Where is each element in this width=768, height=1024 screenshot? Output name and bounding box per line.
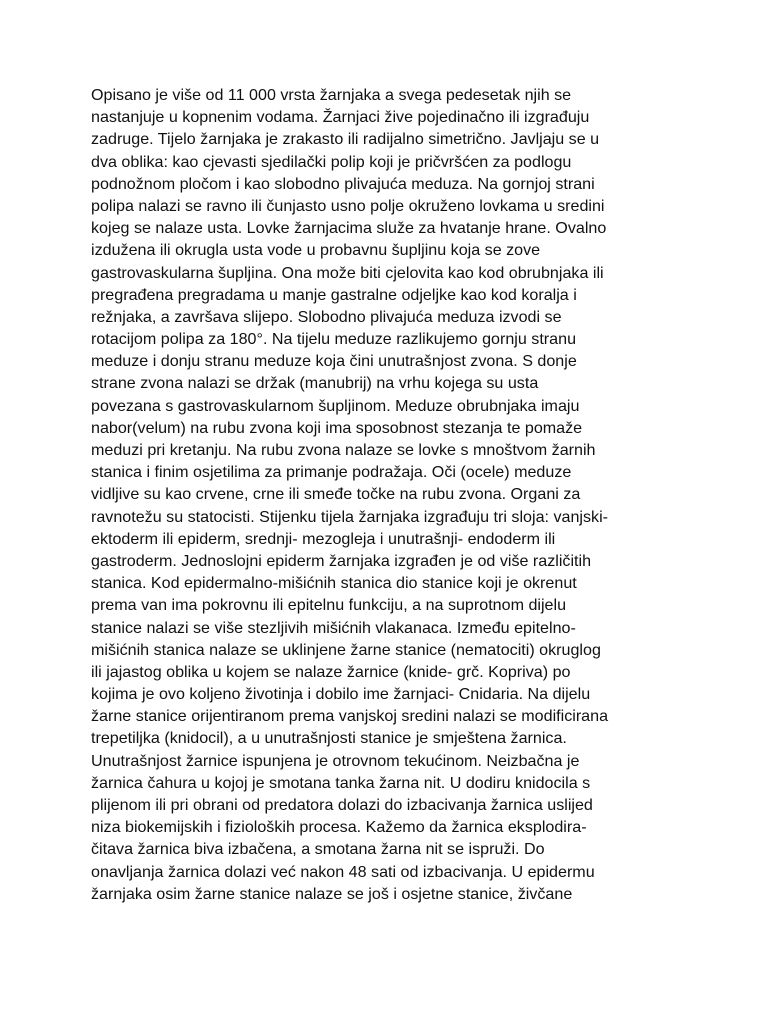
text-line: vidljive su kao crvene, crne ili smeđe točke na rubu zvona. Organi za [91, 485, 581, 504]
text-line: rotacijom polipa za 180°. Na tijelu meduze razlikujemo gornju stranu [91, 330, 577, 349]
text-line: čitava žarnica biva izbačena, a smotana žarna nit se ispruži. Do [91, 840, 545, 859]
text-line: stanice nalazi se više stezljivih mišićnih vlakanaca. Između epitelno- [91, 618, 576, 637]
text-line: podnožnom pločom i kao slobodno plivajuća meduza. Na gornjoj strani [91, 174, 595, 193]
text-line: trepetiljka (knidocil), a u unutrašnjosti stanice je smještena žarnica. [91, 729, 567, 748]
text-line: polipa nalazi se ravno ili čunjasto usno polje okruženo lovkama u sredini [91, 196, 605, 215]
text-line: Unutrašnjost žarnice ispunjena je otrovnom tekućinom. Neizbačna je [91, 751, 580, 770]
text-line: kojeg se nalaze usta. Lovke žarnjacima služe za hvatanje hrane. Ovalno [91, 219, 607, 238]
text-line: Opisano je više od 11 000 vrsta žarnjaka a svega pedesetak njih se [91, 86, 572, 104]
text-line: mišićnih stanica nalaze se uklinjene žarne stanice (nematociti) okruglog [91, 640, 601, 659]
text-line: meduzi pri kretanju. Na rubu zvona nalaze se lovke s mnoštvom žarnih [91, 441, 596, 459]
text-line: zadruge. Tijelo žarnjaka je zrakasto ili radijalno simetrično. Javljaju se u [91, 130, 600, 149]
text-line: žarnica čahura u kojoj je smotana tanka žarna nit. U dodiru knidocila s [91, 773, 591, 792]
text-line: žarnjaka osim žarne stanice nalaze se još i osjetne stanice, živčane [91, 884, 573, 903]
text-line: stanica. Kod epidermalno-mišićnih stanica dio stanice koji je okrenut [91, 574, 577, 593]
text-line: nabor(velum) na rubu zvona koji ima sposobnost stezanja te pomaže [91, 418, 583, 437]
text-line: strane zvona nalazi se držak (manubrij) na vrhu kojega su usta [91, 374, 539, 393]
text-line: izdužena ili okrugla usta vode u probavnu šupljinu koja se zove [91, 241, 541, 260]
text-line: niza biokemijskih i fizioloških procesa. Kažemo da žarnica eksplodira- [91, 818, 587, 837]
body-text [91, 84, 651, 905]
text-line: povezana s gastrovaskularnom šupljinom. Meduze obrubnjaka imaju [91, 396, 580, 415]
text-line: režnjaka, a završava slijepo. Slobodno plivajuća meduza izvodi se [91, 307, 562, 326]
text-line: nastanjuje u kopnenim vodama. Žarnjaci žive pojedinačno ili izgrađuju [91, 108, 590, 127]
text-line: pregrađena pregradama u manje gastralne odjeljke kao kod koralja i [91, 285, 577, 304]
text-line: ili jajastog oblika u kojem se nalaze žarnice (knide- grč. Kopriva) po [91, 662, 571, 681]
text-line: prema van ima pokrovnu ili epitelnu funkciju, a na suprotnom dijelu [91, 596, 567, 615]
text-line: stanica i finim osjetilima za primanje podražaja. Oči (ocele) meduze [91, 463, 572, 482]
text-line: onavljanja žarnica dolazi već nakon 48 sati od izbacivanja. U epidermu [91, 862, 595, 881]
text-line: gastrovaskularna šupljina. Ona može biti cjelovita kao kod obrubnjaka ili [91, 263, 604, 282]
text-line: žarne stanice orijentiranom prema vanjskoj sredini nalazi se modificirana [91, 707, 609, 726]
text-line: plijenom ili pri obrani od predatora dolazi do izbacivanja žarnica uslijed [91, 796, 593, 814]
text-line: meduze i donju stranu meduze koja čini unutrašnjost zvona. S donje [91, 352, 577, 371]
text-line: kojima je ovo koljeno životinja i dobilo ime žarnjaci- Cnidaria. Na dijelu [91, 685, 591, 704]
text-line: gastroderm. Jednoslojni epiderm žarnjaka izgrađen je od više različitih [91, 551, 592, 570]
text-line: ektoderm ili epiderm, srednji- mezogleja i unutrašnji- endoderm ili [91, 529, 556, 548]
text-line: ravnotežu su statocisti. Stijenku tijela žarnjaka izgrađuju tri sloja: vanjski- [91, 507, 609, 526]
text-line: dva oblika: kao cjevasti sjedilački polip koji je pričvršćen za podlogu [91, 152, 572, 171]
